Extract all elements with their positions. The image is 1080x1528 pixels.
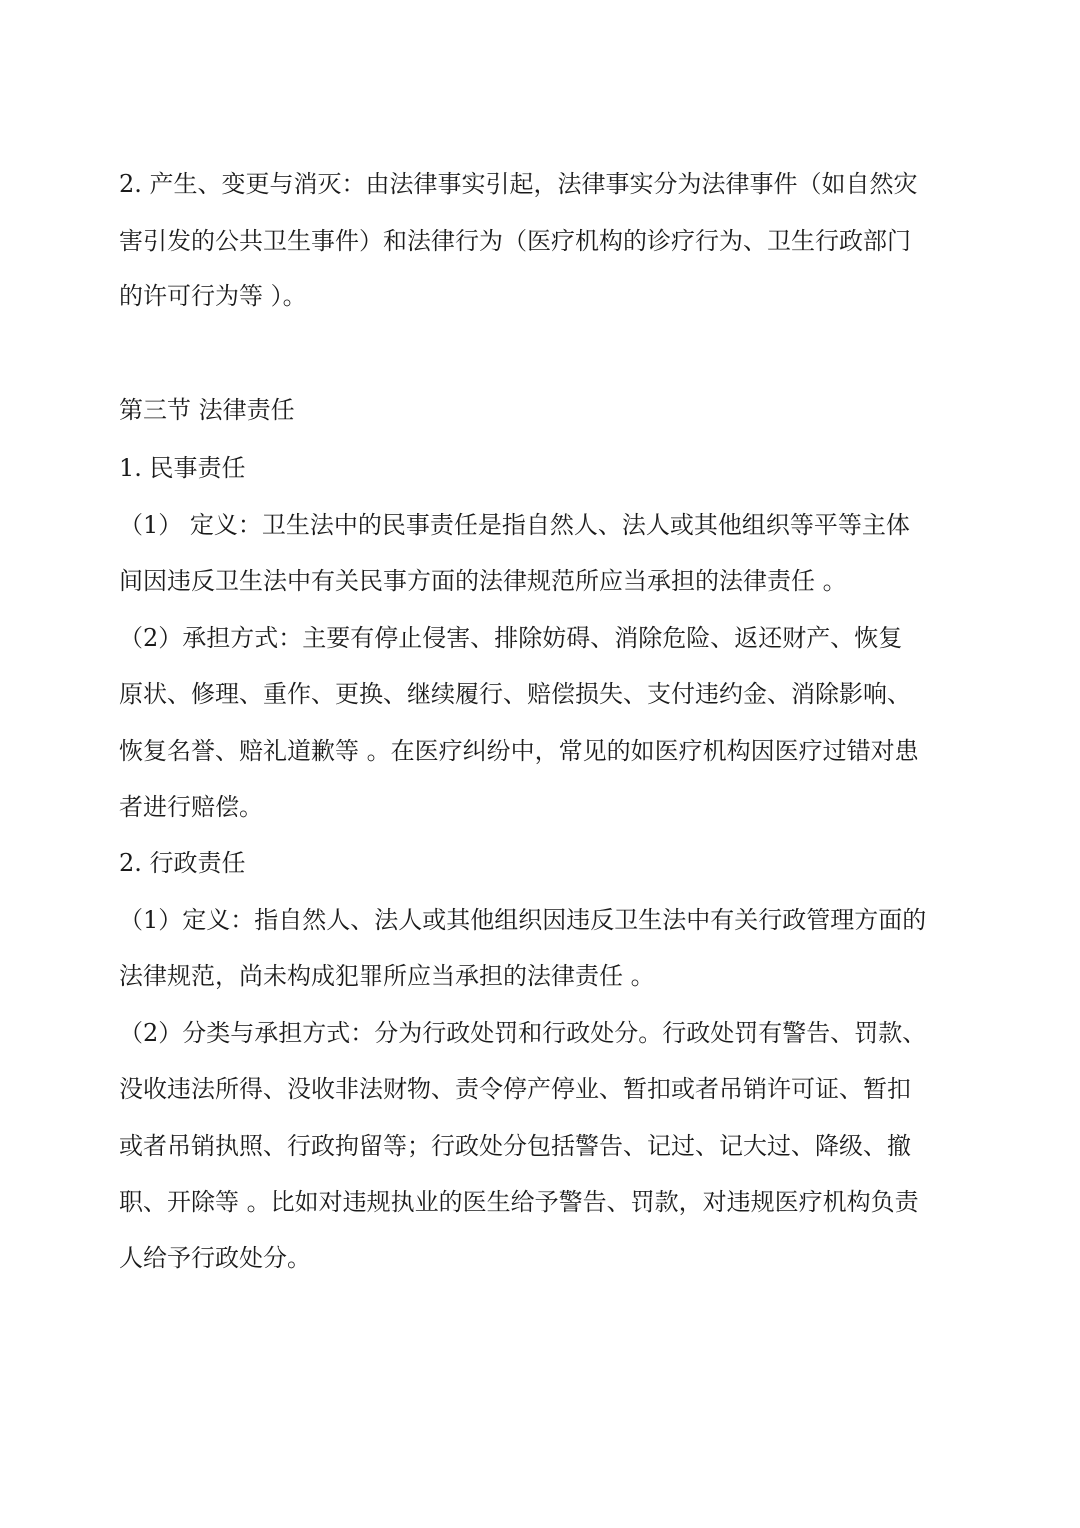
- civil-methods-line-2: 原状、修理、重作、更换、继续履行、赔偿损失、支付违约金、消除影响、: [119, 680, 911, 708]
- civil-definition-line-1: （1） 定义：卫生法中的民事责任是指自然人、法人或其他组织等平等主体: [119, 511, 910, 539]
- admin-classification-line-1: （2）分类与承担方式：分为行政处罚和行政处分。行政处罚有警告、罚款、: [119, 1019, 927, 1047]
- paragraph-legal-facts-line-3: 的许可行为等 ）。: [119, 282, 307, 310]
- subheading-administrative-liability: 2. 行政责任: [119, 849, 246, 877]
- section-heading: 第三节 法律责任: [119, 396, 295, 424]
- civil-methods-line-4: 者进行赔偿。: [119, 793, 263, 821]
- civil-methods-line-3: 恢复名誉、赔礼道歉等 。在医疗纠纷中，常见的如医疗机构因医疗过错对患: [119, 737, 919, 765]
- civil-methods-line-1: （2）承担方式：主要有停止侵害、排除妨碍、消除危险、返还财产、恢复: [119, 624, 903, 652]
- civil-definition-line-2: 间因违反卫生法中有关民事方面的法律规范所应当承担的法律责任 。: [119, 567, 847, 595]
- admin-classification-line-5: 人给予行政处分。: [119, 1244, 311, 1272]
- admin-classification-line-3: 或者吊销执照、行政拘留等；行政处分包括警告、记过、记大过、降级、撤: [119, 1132, 911, 1160]
- admin-definition-line-2: 法律规范，尚未构成犯罪所应当承担的法律责任 。: [119, 962, 655, 990]
- admin-classification-line-4: 职、开除等 。比如对违规执业的医生给予警告、罚款，对违规医疗机构负责: [119, 1188, 919, 1216]
- paragraph-legal-facts-line-2: 害引发的公共卫生事件）和法律行为（医疗机构的诊疗行为、卫生行政部门: [119, 227, 911, 255]
- subheading-civil-liability: 1. 民事责任: [119, 454, 246, 482]
- admin-definition-line-1: （1）定义：指自然人、法人或其他组织因违反卫生法中有关行政管理方面的: [119, 906, 927, 934]
- admin-classification-line-2: 没收违法所得、没收非法财物、责令停产停业、暂扣或者吊销许可证、暂扣: [119, 1075, 911, 1103]
- paragraph-legal-facts-line-1: 2. 产生、变更与消灭：由法律事实引起，法律事实分为法律事件（如自然灾: [119, 170, 918, 198]
